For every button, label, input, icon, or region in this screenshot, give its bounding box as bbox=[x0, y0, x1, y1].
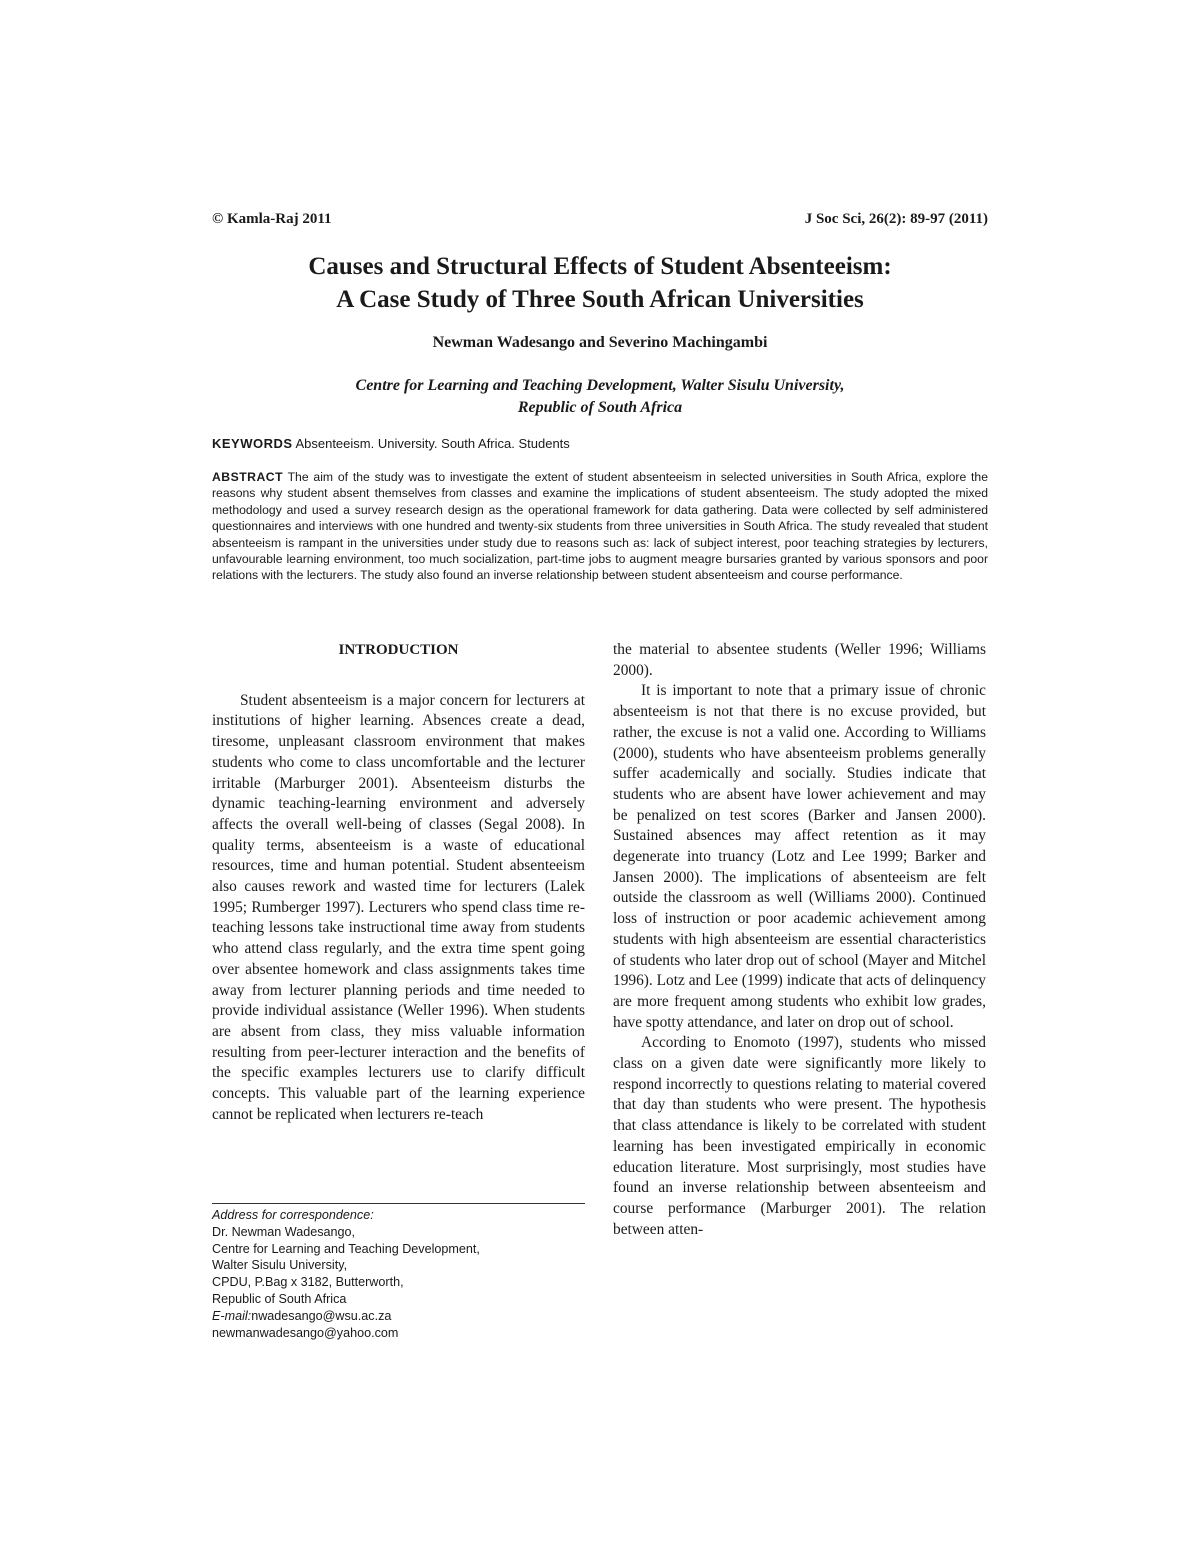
title-line-2: A Case Study of Three South African Universities bbox=[336, 286, 864, 313]
section-heading-introduction: INTRODUCTION bbox=[338, 642, 459, 658]
footnote-line-5: Republic of South Africa bbox=[212, 1291, 347, 1306]
email-address-2[interactable]: newmanwadesango@yahoo.com bbox=[212, 1325, 399, 1340]
correspondence-footnote bbox=[212, 1203, 585, 1341]
affiliation-line-2: Republic of South Africa bbox=[517, 399, 683, 416]
email-label: E-mail: bbox=[212, 1308, 252, 1323]
left-column bbox=[212, 640, 585, 1125]
affiliation bbox=[212, 375, 988, 419]
footnote-line-2: Centre for Learning and Teaching Development, bbox=[212, 1241, 480, 1256]
intro-paragraph-1-continued: the material to absentee students (Weller 1996; Williams 2000). bbox=[613, 641, 986, 679]
abstract bbox=[212, 469, 988, 584]
intro-paragraph-1: Student absenteeism is a major concern for lecturers at institutions of higher learning. Absences create a dead, tiresome, unpleasant classroom environment that makes students who come to class uncomfortable and the lecturer irritable (Marburger 2001). Absenteeism disturbs the dynamic teaching-learning environment and adversely affects the overall well-being of classes (Segal 2008). In quality terms, absenteeism is a waste of educational resources, time and human potential. Student absenteeism also causes rework and wasted time for lecturers (Lalek 1995; Rumberger 1997). Lecturers who spend class time re-teaching lessons take instructional time away from students who attend class regularly, and the extra time spent going over absentee homework and class assignments takes time away from lecturer planning periods and time needed to provide individual assistance (Weller 1996). When students are absent from class, they miss valuable information resulting from peer-lecturer interaction and the benefits of the specific examples lecturers use to clarify difficult concepts. This valuable part of the learning experience cannot be replicated when lecturers re-teach bbox=[212, 691, 585, 1123]
intro-paragraph-3: According to Enomoto (1997), students who missed class on a given date were significantly more likely to respond incorrectly to questions relating to material covered that day than students who were present. The hypothesis that class attendance is likely to be correlated with student learning has been investigated empirically in economic education literature. Most surprisingly, most studies have found an inverse relationship between absenteeism and course performance (Marburger 2001). The relation between atten- bbox=[613, 1034, 986, 1238]
footnote-line-1: Dr. Newman Wadesango, bbox=[212, 1224, 356, 1239]
footnote-label: Address for correspondence: bbox=[212, 1208, 374, 1222]
keywords-text: Absenteeism. University. South Africa. Students bbox=[292, 436, 570, 451]
footnote-line-3: Walter Sisulu University, bbox=[212, 1258, 348, 1273]
footnote-email-line bbox=[212, 1308, 585, 1325]
abstract-text: The aim of the study was to investigate the extent of student absenteeism in selected universities in South Africa, explore the reasons why student absent themselves from classes and examine the implications of student absenteeism. The study adopted the mixed methodology and used a survey research design as the operational framework for data gathering. Data were collected by self administered questionnaires and interviews with one hundred and twenty-six students from three universities in South Africa. The study revealed that student absenteeism is rampant in the universities under study due to reasons such as: lack of subject interest, poor teaching strategies by lecturers, unfavourable learning environment, too much socialization, part-time jobs to augment meagre bursaries granted by various sponsors and poor relations with the lecturers. The study also found an inverse relationship between student absenteeism and course performance. bbox=[212, 470, 988, 583]
affiliation-line-1: Centre for Learning and Teaching Development, Walter Sisulu University, bbox=[355, 377, 845, 394]
keywords bbox=[212, 436, 988, 451]
footnote-line-4: CPDU, P.Bag x 3182, Butterworth, bbox=[212, 1275, 404, 1290]
journal-citation-header: J Soc Sci, 26(2): 89-97 (2011) bbox=[804, 211, 988, 227]
right-column bbox=[613, 640, 986, 1240]
keywords-label: KEYWORDS bbox=[212, 436, 293, 451]
abstract-label: ABSTRACT bbox=[212, 470, 284, 484]
paper-title bbox=[212, 250, 988, 316]
copyright-header: © Kamla-Raj 2011 bbox=[212, 211, 332, 227]
email-address-1[interactable]: nwadesango@wsu.ac.za bbox=[251, 1308, 392, 1323]
intro-paragraph-2: It is important to note that a primary issue of chronic absenteeism is not that there is no excuse provided, but rather, the excuse is not a valid one. According to Williams (2000), students who have absenteeism problems generally suffer academically and socially. Studies indicate that students who are absent have lower achievement and may be penalized on test scores (Barker and Jansen 2000). Sustained absences may affect retention as it may degenerate into truancy (Lotz and Lee 1999; Barker and Jansen 2000). The implications of absenteeism are felt outside the classroom as well (Williams 2000). Continued loss of instruction or poor academic achievement among students with high absenteeism are essential characteristics of students who later drop out of school (Mayer and Mitchel 1996). Lotz and Lee (1999) indicate that acts of delinquency are more frequent among students who exhibit low grades, have spotty attendance, and later on drop out of school. bbox=[613, 682, 986, 1031]
authors: Newman Wadesango and Severino Machingambi bbox=[432, 334, 768, 351]
title-line-1: Causes and Structural Effects of Student Absenteeism: bbox=[308, 253, 892, 280]
